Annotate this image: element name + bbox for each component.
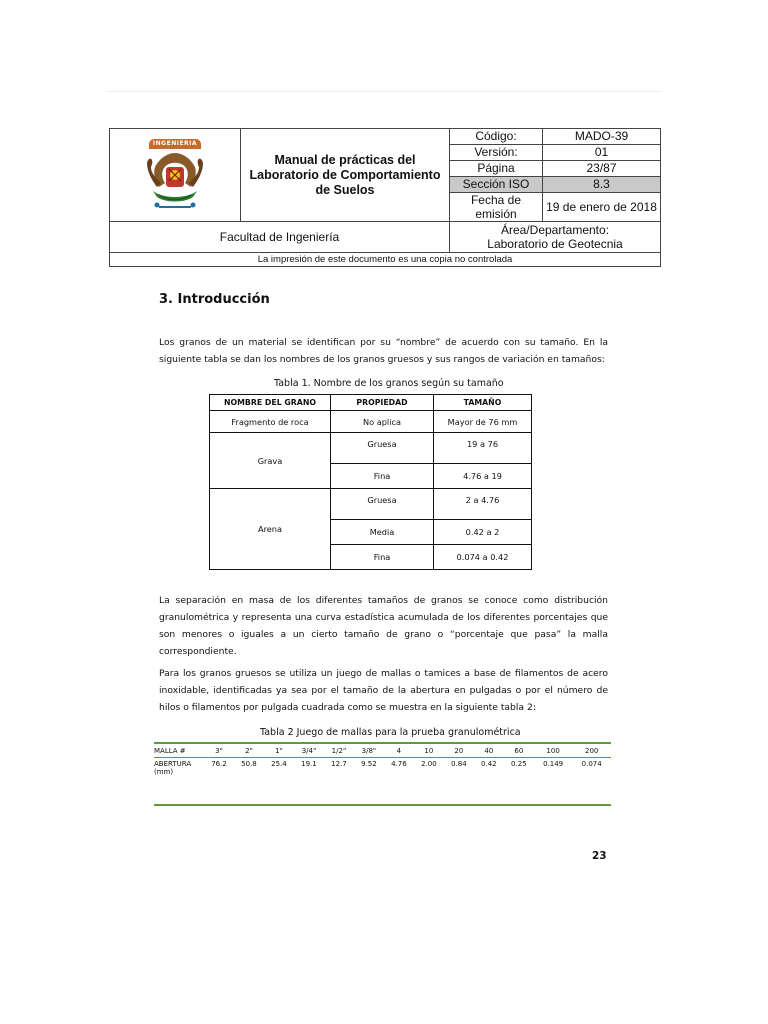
table2-caption: Tabla 2 Juego de mallas para la prueba granulométrica <box>260 727 521 738</box>
grava-cell: Grava <box>210 433 331 489</box>
fecha-emision-value: 19 de enero de 2018 <box>543 193 661 222</box>
table-cell: 3" <box>204 743 234 758</box>
table-cell: 3/4" <box>294 743 324 758</box>
table1-header-size: TAMAÑO <box>434 395 532 411</box>
table-cell: 2" <box>234 743 264 758</box>
malla-label: MALLA # <box>154 743 204 758</box>
table-cell: 12.7 <box>331 760 347 768</box>
table-cell: Fina <box>331 545 434 570</box>
table-cell: 0.25 <box>511 760 527 768</box>
codigo-value: MADO-39 <box>543 129 661 145</box>
table-cell: Fina <box>331 464 434 489</box>
logo-cell <box>110 129 241 222</box>
codigo-label: Código: <box>450 129 543 145</box>
pagina-label: Página <box>450 161 543 177</box>
table-cell: 9.52 <box>361 760 377 768</box>
table-cell: 0.42 <box>481 760 497 768</box>
table-cell: 0.074 <box>581 760 602 768</box>
table-cell: No aplica <box>331 411 434 433</box>
sieve-set-table <box>154 742 611 790</box>
facultad-label: Facultad de Ingeniería <box>219 230 340 244</box>
area-departamento <box>450 222 661 253</box>
table-cell: 2 a 4.76 <box>434 489 532 520</box>
table1-caption: Tabla 1. Nombre de los granos según su tamaño <box>274 378 504 389</box>
section-title: 3. Introducción <box>159 292 270 307</box>
table-cell: Gruesa <box>331 433 434 464</box>
table-cell: 2.00 <box>421 760 437 768</box>
table-cell: Mayor de 76 mm <box>434 411 532 433</box>
uncontrolled-copy-note: La impresión de este documento es una copia no controlada <box>110 253 661 267</box>
table-cell: 10 <box>414 743 444 758</box>
seccion-iso-value: 8.3 <box>543 177 661 193</box>
table-cell: 3/8" <box>354 743 384 758</box>
table-row <box>210 411 532 433</box>
table1-header-name: NOMBRE DEL GRANO <box>210 395 331 411</box>
table-row <box>210 489 532 520</box>
table2-bottom-rule <box>154 804 611 806</box>
table-cell: 76.2 <box>211 760 227 768</box>
table-cell: 19 a 76 <box>434 433 532 464</box>
table-cell: 4 <box>384 743 414 758</box>
table-row <box>154 758 611 791</box>
table-cell: 50.8 <box>241 760 257 768</box>
version-label: Versión: <box>450 145 543 161</box>
abertura-label-line2: (mm) <box>154 768 174 776</box>
manual-title: Manual de prácticas del Laboratorio de Comportamiento de Suelos <box>241 129 450 222</box>
table-cell: 100 <box>534 743 573 758</box>
grain-names-table <box>209 394 532 570</box>
table-cell: 0.84 <box>451 760 467 768</box>
table-cell: Fragmento de roca <box>210 411 331 433</box>
table-cell: 20 <box>444 743 474 758</box>
table-cell: 0.42 a 2 <box>434 520 532 545</box>
table-cell: 40 <box>474 743 504 758</box>
version-value: 01 <box>543 145 661 161</box>
table-cell: 19.1 <box>301 760 317 768</box>
facultad <box>110 222 450 253</box>
logo-banner: INGENIERIA <box>149 139 201 149</box>
sieve-table-wrapper <box>154 742 611 806</box>
table-cell: 4.76 a 19 <box>434 464 532 489</box>
fecha-emision-label: Fecha de emisión <box>450 193 543 222</box>
table-cell: 0.149 <box>543 760 564 768</box>
seccion-iso-label: Sección ISO <box>450 177 543 193</box>
abertura-label <box>154 758 204 791</box>
document-header-table <box>109 128 661 267</box>
abertura-label-line1: ABERTURA <box>154 760 192 768</box>
eagle-crest-icon <box>145 137 205 213</box>
table-cell: 1/2" <box>324 743 354 758</box>
table-cell: 4.76 <box>391 760 407 768</box>
table1-header-property: PROPIEDAD <box>331 395 434 411</box>
paragraph-2: La separación en masa de los diferentes tamaños de granos se conoce como distribución granulométrica y representa una curva estadística acumulada de los diferentes porcentajes que son menores o iguales a un cierto tamaño de grano o “porcentaje que pasa” la malla correspondiente. <box>159 595 608 657</box>
table-cell: Media <box>331 520 434 545</box>
table-cell: 1" <box>264 743 294 758</box>
table-cell: 200 <box>572 743 611 758</box>
arena-cell: Arena <box>210 489 331 570</box>
unam-engineering-logo <box>145 137 205 213</box>
table-cell: 0.074 a 0.42 <box>434 545 532 570</box>
paragraph-3: Para los granos gruesos se utiliza un juego de mallas o tamices a base de filamentos de acero inoxidable, identificadas ya sea por el tamaño de la abertura en pulgadas o por el número de hilos o filamentos por pulgada cuadrada como se muestra en la siguiente tabla 2: <box>159 668 608 713</box>
table-cell: 25.4 <box>271 760 287 768</box>
top-rule <box>108 91 661 92</box>
page-number: 23 <box>592 850 607 862</box>
table-row <box>210 433 532 464</box>
area-label: Área/Departamento: <box>500 223 610 237</box>
pagina-value: 23/87 <box>543 161 661 177</box>
table-cell: Gruesa <box>331 489 434 520</box>
paragraph-1: Los granos de un material se identifican por su “nombre” de acuerdo con su tamaño. En la siguiente tabla se dan los nombres de los granos gruesos y sus rangos de variación en tamaños: <box>159 337 608 365</box>
area-value: Laboratorio de Geotecnia <box>487 237 623 251</box>
table-cell: 60 <box>504 743 534 758</box>
table-row <box>154 743 611 758</box>
